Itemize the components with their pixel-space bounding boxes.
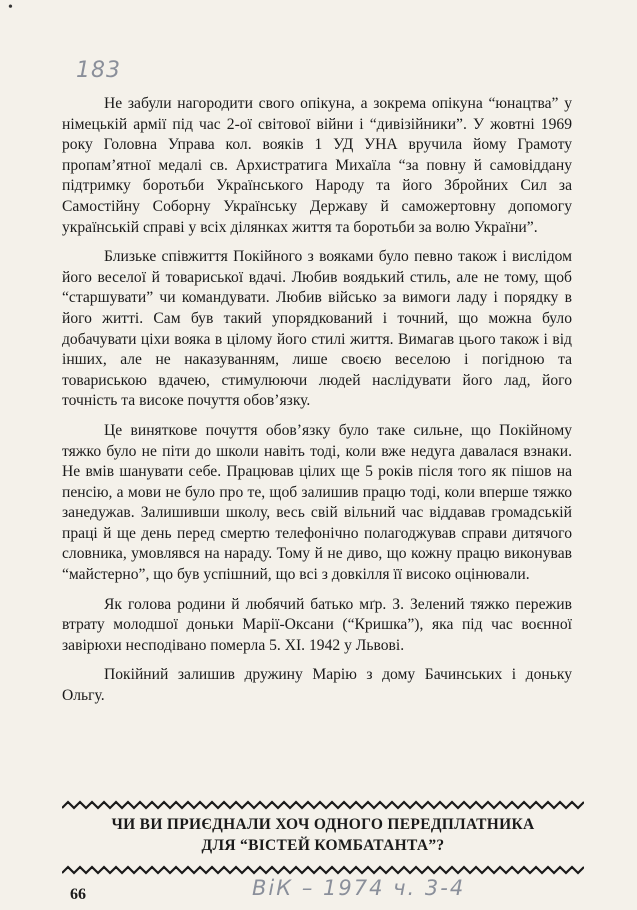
zigzag-ornament [62, 865, 584, 875]
handwritten-source-note: ВіК – 1974 ч. 3-4 [252, 876, 466, 900]
notice-line-2: ДЛЯ “ВІСТЕЙ КОМБАТАНТА”? [201, 837, 445, 854]
ornamental-divider-top [62, 800, 584, 810]
printed-page-number: 66 [70, 886, 86, 903]
handwritten-page-number: 183 [76, 58, 121, 83]
notice-line-1: ЧИ ВИ ПРИЄДНАЛИ ХОЧ ОДНОГО ПЕРЕДПЛАТНИКА [111, 816, 535, 833]
paragraph-character: Близьке співжиття Покійного з вояками було певно також і вислідом його веселої й товариської вдачі. Любив воядький стиль, але не тому, щоб “старшувати” чи командувати. Любив військо за вимоги ладу і порядку в його житті. Сам був такий упорядкований і точний, що можна було добачувати ціхи вояка в цілому його стилі життя. Вимагав цього також і від інших, але не наказуванням, лише своєю веселою і погідною та товариською вдачею, стимулюючи людей наслідувати його лад, його точність та високе почуття обов’язку. [62, 248, 572, 410]
article-body [62, 94, 572, 716]
ornamental-divider-bottom [62, 865, 584, 875]
page-corner-mark: • [8, 0, 13, 15]
zigzag-ornament [62, 800, 584, 810]
paragraph-family-loss: Як голова родини й любячий батько мґр. З. Зелений тяжко пережив втрату молодшої доньки Марії-Оксани (“Кришка”), яка під час воєнної завірюхи несподівано померла 5. XI. 1942 у Львові. [62, 595, 572, 654]
paragraph-award: Не забули нагородити свого опікуна, а зокрема опікуна “юнацтва” у німецькій армії під час 2-ої світової війни і “дивізійники”. У жовтні 1969 року Головна Управа кол. вояків 1 УД УНА вручила йому Грамоту пропам’ятної медалі св. Архистратига Михаїла “за повну й самовіддану підтримку боротьби Українського Народу та його Збройних Сил за Самостійну Соборну Українську Державу й саможертовну допомогу українській справі у всіх ділянках життя та боротьби за волю України”. [62, 95, 572, 236]
subscription-notice [62, 814, 584, 856]
paragraph-survivors: Покійний залишив дружину Марію з дому Бачинських і доньку Ольгу. [62, 666, 572, 705]
paragraph-duty: Це виняткове почуття обов’язку було таке сильне, що Покійному тяжко було не піти до школи навіть тоді, коли вже недуга давалася взнаки. Не вмів шанувати себе. Працював цілих ще 5 років після того як пішов на пенсію, а мови не було про те, щоб залишив працю тоді, коли вперше тяжко занедужав. Залишивши школу, весь свій вільний час віддавав громадській праці й ще день перед смертю телефонічно полагоджував справи дитячого словника, умовлявся на нараду. Тому й не диво, що кожну працю виконував “майстерно”, що був успішний, що всі з довкілля її високо оцінювали. [62, 421, 572, 584]
